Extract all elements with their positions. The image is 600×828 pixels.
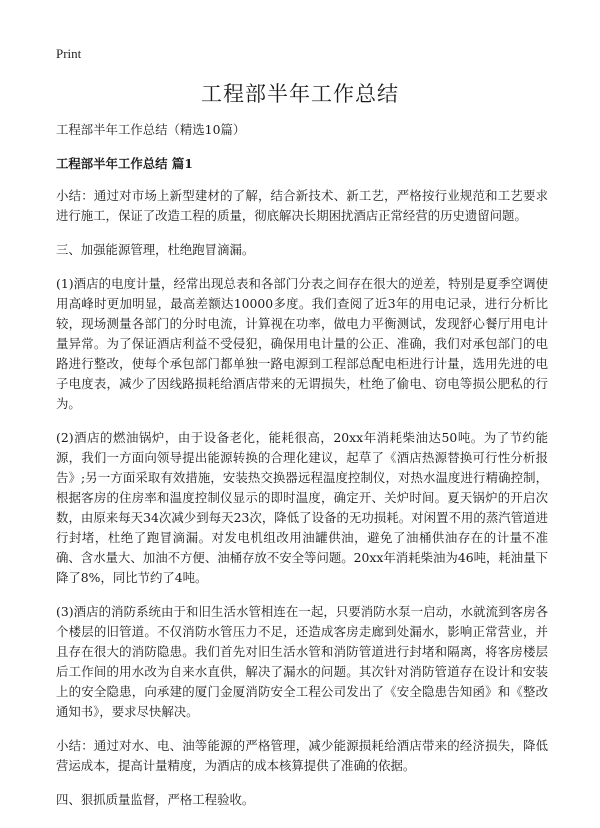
paragraph-summary-1: 小结：通过对市场上新型建材的了解，结合新技术、新工艺，严格按行业规范和工艺要求进行施工，保证了改造工程的质量，彻底解决长期困扰酒店正常经营的历史遗留问题。 — [56, 188, 548, 223]
paragraph-item-1: (1)酒店的电度计量，经常出现总表和各部门分表之间存在很大的逆差，特别是夏季空调使用高峰时更加明显，最高差额达10000多度。我们查阅了近3年的用电记录，进行分析比较，现场测量各部门的分时电流，计算视在功率，做电力平衡测试，发现舒心餐厅用电计量异常。为了保证酒店利益不受侵犯，确保用电计量的公正、准确，我们对承包部门的电路进行整改，使每个承包部门都单独一路电源到工程部总配电柜进行计量，选用先进的电子电度表，减少了因线路损耗给酒店带来的无谓损失，杜绝了偷电、窃电等损公肥私的行为。 — [56, 276, 548, 411]
section-heading: 工程部半年工作总结 篇1 — [56, 156, 193, 171]
paragraph-heading-energy: 三、加强能源管理，杜绝跑冒滴漏。 — [56, 242, 255, 257]
paragraph-heading-quality: 四、狠抓质量监督，严格工程验收。 — [56, 792, 255, 807]
document-title: 工程部半年工作总结 — [201, 82, 399, 106]
document-body — [56, 120, 548, 824]
print-label: Print — [56, 46, 82, 61]
paragraph-item-3: (3)酒店的消防系统由于和旧生活水管相连在一起，只要消防水泵一启动，水就流到客房各个楼层的旧管道。不仅消防水管压力不足，还造成客房走廊到处漏水，影响正常营业，并且存在很大的消防隐患。我们首先对旧生活水管和消防管道进行封堵和隔离，将客房楼层后工作间的用水改为自来水直供，解决了漏水的问题。其次针对消防管道存在设计和安装上的安全隐患，向承建的厦门金厦消防安全工程公司发出了《安全隐患告知函》和《整改通知书》，要求尽快解决。 — [56, 604, 548, 719]
document-subtitle: 工程部半年工作总结（精选10篇） — [56, 122, 246, 137]
paragraph-item-2: (2)酒店的燃油锅炉，由于设备老化，能耗很高，20xx年消耗柴油达50吨。为了节约能源，我们一方面向领导提出能源转换的合理化建议，起草了《酒店热源替换可行性分析报告》;另一方面采取有效措施，安装热交换器远程温度控制仪，对热水温度进行精确控制，根据客房的住房率和温度控制仪显示的即时温度，确定开、关炉时间。夏天锅炉的开启次数，由原来每天34次减少到每天23次，降低了设备的无功损耗。对闲置不用的蒸汽管道进行封堵，杜绝了跑冒滴漏。对发电机组改用油罐供油，避免了油桶供油存在的计量不准确、含水量大、加油不方便、油桶存放不安全等问题。20xx年消耗柴油为46吨，耗油量下降了8%，同比节约了4吨。 — [56, 430, 548, 585]
paragraph-summary-2: 小结：通过对水、电、油等能源的严格管理，减少能源损耗给酒店带来的经济损失，降低营运成本，提高计量精度，为酒店的成本核算提供了准确的依据。 — [56, 738, 548, 773]
